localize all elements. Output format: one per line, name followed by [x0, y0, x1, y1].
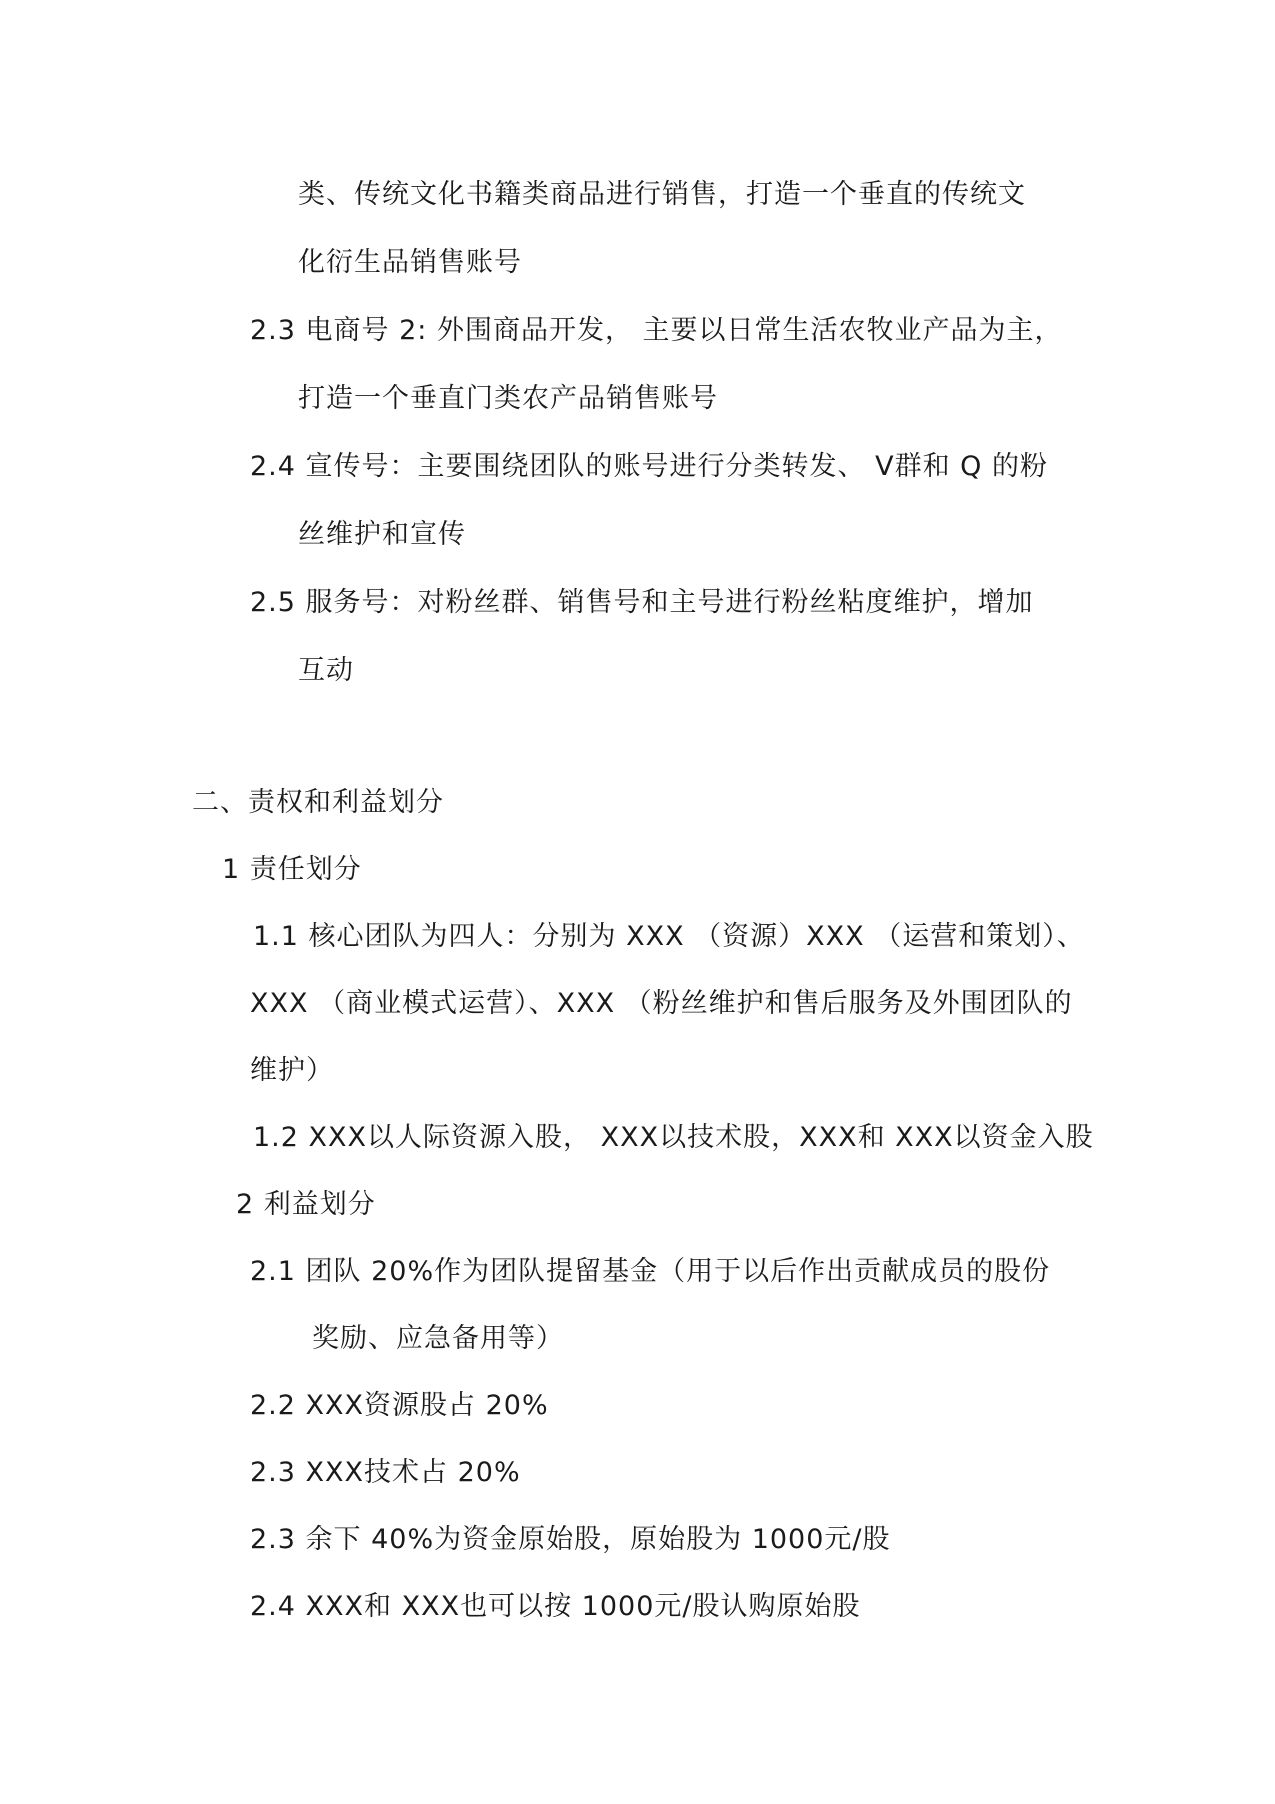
- subsection-heading-1: 1 责任划分: [222, 854, 362, 885]
- text-line-16: 2.1 团队 20%作为团队提留基金（用于以后作出贡献成员的股份: [250, 1256, 1051, 1287]
- text-line-4: 打造一个垂直门类农产品销售账号: [298, 383, 718, 414]
- subsection-heading-2: 2 利益划分: [236, 1189, 376, 1220]
- text-line-13: 维护）: [250, 1055, 334, 1086]
- text-line-7: 2.5 服务号：对粉丝群、销售号和主号进行粉丝粘度维护，增加: [250, 587, 1034, 618]
- text-line-5: 2.4 宣传号：主要围绕团队的账号进行分类转发、 V群和 Q 的粉: [250, 451, 1048, 482]
- text-line-2: 化衍生品销售账号: [298, 247, 522, 278]
- text-line-14: 1.2 XXX以人际资源入股， XXX以技术股，XXX和 XXX以资金入股: [253, 1122, 1094, 1153]
- text-line-17: 奖励、应急备用等）: [312, 1323, 564, 1354]
- text-line-18: 2.2 XXX资源股占 20%: [250, 1390, 549, 1421]
- section-heading: 二、责权和利益划分: [192, 787, 444, 818]
- text-line-19: 2.3 XXX技术占 20%: [250, 1457, 521, 1488]
- text-line-6: 丝维护和宣传: [298, 519, 466, 550]
- text-line-11: 1.1 核心团队为四人：分别为 XXX （资源）XXX （运营和策划）、: [253, 921, 1085, 952]
- text-line-20: 2.3 余下 40%为资金原始股，原始股为 1000元/股: [250, 1524, 891, 1555]
- text-line-21: 2.4 XXX和 XXX也可以按 1000元/股认购原始股: [250, 1591, 861, 1622]
- text-line-12: XXX （商业模式运营）、XXX （粉丝维护和售后服务及外围团队的: [250, 988, 1073, 1019]
- text-line-1: 类、传统文化书籍类商品进行销售，打造一个垂直的传统文: [298, 179, 1026, 210]
- text-line-8: 互动: [298, 655, 354, 686]
- text-line-3: 2.3 电商号 2: 外围商品开发， 主要以日常生活农牧业产品为主，: [250, 315, 1063, 346]
